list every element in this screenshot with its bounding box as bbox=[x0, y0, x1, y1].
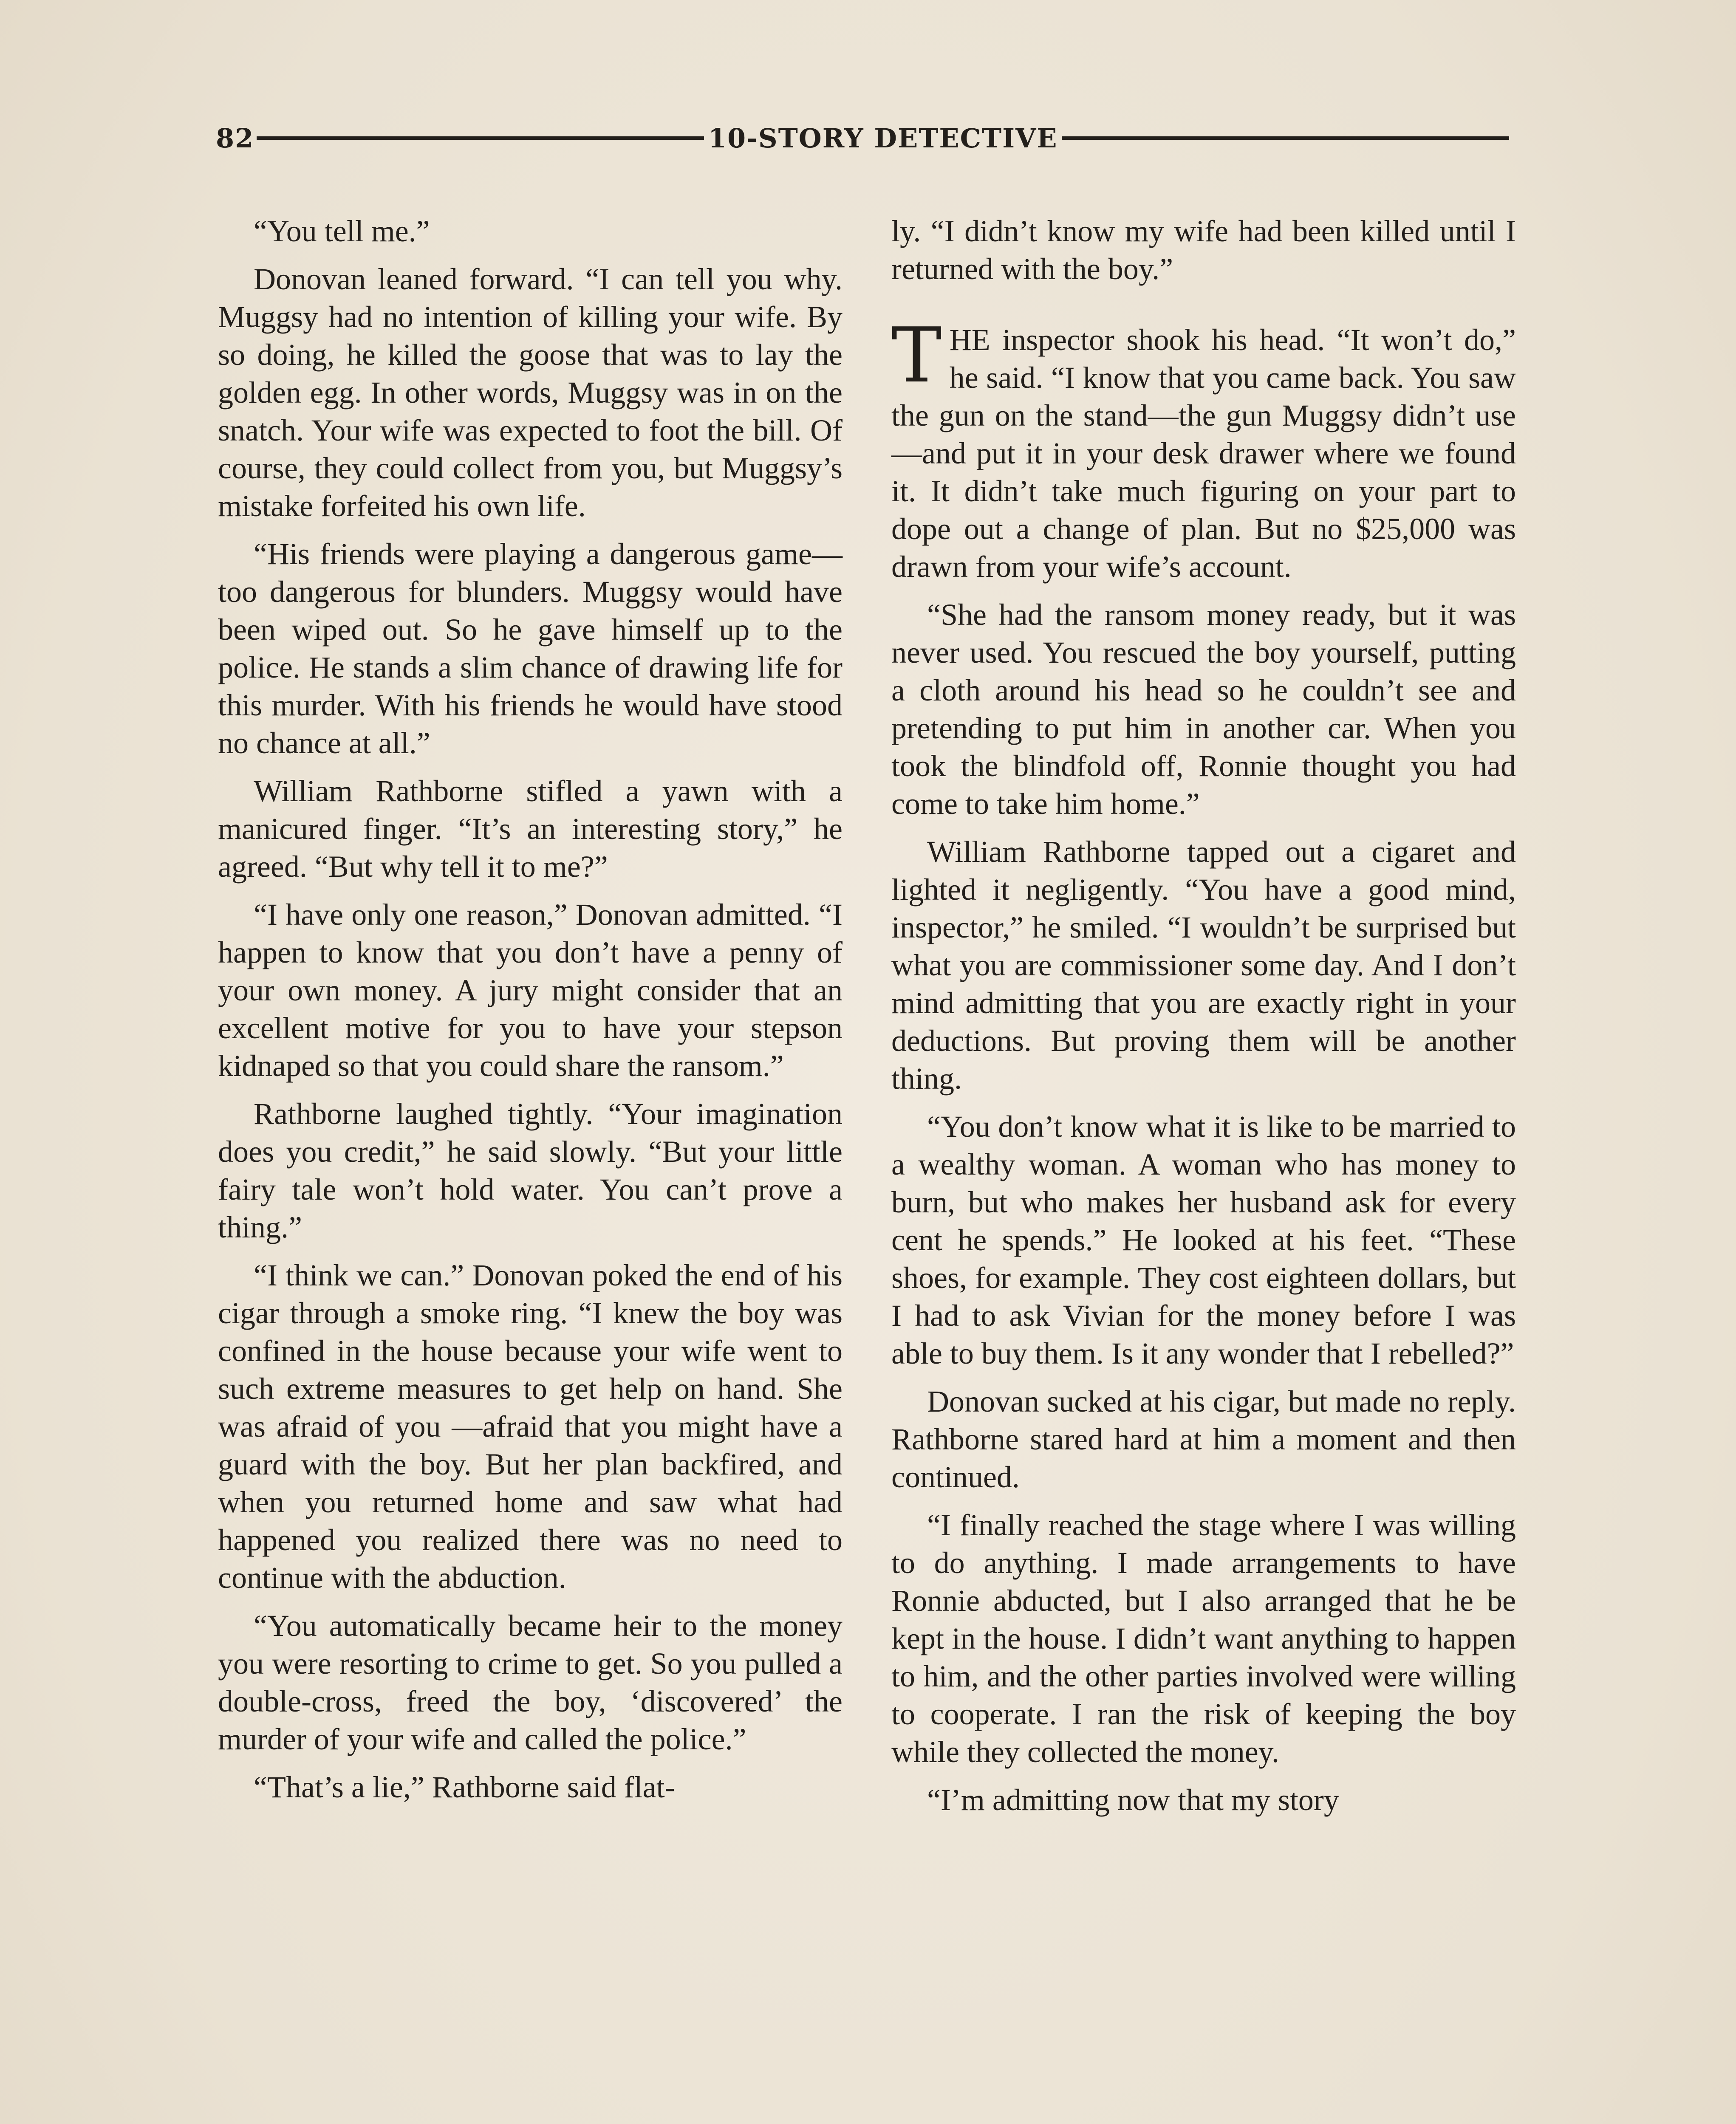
paragraph: “I finally reached the stage where I was willing to do anything. I made arrangements to have Ronnie abducted, but I also arranged that he be kept in the house. I didn’t want anything to happen to him, and the other parties involved were willing to cooperate. I ran the risk of keeping the boy while they collected the money. bbox=[891, 1508, 1516, 1769]
drop-cap: T bbox=[891, 311, 942, 399]
paragraph: Donovan leaned forward. “I can tell you why. Muggsy had no intention of killing your wife. By so doing, he killed the goose that was to lay the golden egg. In other words, Muggsy was in on the snatch. Your wife was expected to foot the bill. Of course, they could collect from you, but Muggsy’s mistake forfeited his own life. bbox=[218, 262, 843, 523]
paragraph: “His friends were playing a dangerous game—too dangerous for blunders. Muggsy would have been wiped out. So he gave himself up to the police. He stands a slim chance of drawing life for this murder. With his friends he would have stood no chance at all.” bbox=[218, 537, 843, 760]
paragraph: “You don’t know what it is like to be married to a wealthy woman. A woman who has money to burn, but who makes her husband ask for every cent he spends.” He looked at his feet. “These shoes, for example. They cost eighteen dollars, but I had to ask Vivian for the money before I was able to buy them. Is it any wonder that I rebelled?” bbox=[891, 1110, 1516, 1370]
left-column bbox=[218, 212, 843, 1816]
header-rule-left bbox=[257, 136, 704, 140]
paragraph: William Rathborne tapped out a cigaret and lighted it negligently. “You have a good mind, inspector,” he smiled. “I wouldn’t be surprised but what you are commissioner some day. And I don’t mind admitting that you are exactly right in your deductions. But proving them will be another thing. bbox=[891, 835, 1516, 1096]
magazine-title: 10-STORY DETECTIVE bbox=[708, 122, 1058, 154]
paragraph: “She had the ransom money ready, but it was never used. You rescued the boy yourself, putting a cloth around his head so he couldn’t see and pretending to put him in another car. When you took the blindfold off, Ronnie thought you had come to take him home.” bbox=[891, 598, 1516, 821]
running-header bbox=[216, 115, 1512, 161]
continuation-paragraph: ly. “I didn’t know my wife had been killed until I returned with the boy.” bbox=[891, 214, 1516, 286]
paragraph: “You automatically became heir to the money you were resorting to crime to get. So you pulled a double-cross, freed the boy, ‘discovered’ the murder of your wife and called the police.” bbox=[218, 1609, 843, 1756]
paragraph: Donovan sucked at his cigar, but made no reply. Rathborne stared hard at him a moment and then continued. bbox=[891, 1384, 1516, 1494]
paragraph: “I have only one reason,” Donovan admitted. “I happen to know that you don’t have a penny of your own money. A jury might consider that an excellent motive for you to have your stepson kidnaped so that you could share the ransom.” bbox=[218, 898, 843, 1083]
paragraph: “I think we can.” Donovan poked the end of his cigar through a smoke ring. “I knew the boy was confined in the house because your wife went to such extreme measures to get help on hand. She was afraid of you —afraid that you might have a guard with the boy. But her plan backfired, and when you returned home and saw what had happened you realized there was no need to continue with the abduction. bbox=[218, 1258, 843, 1595]
paragraph: William Rathborne stifled a yawn with a manicured finger. “It’s an interesting story,” he agreed. “But why tell it to me?” bbox=[218, 774, 843, 884]
section-opening-text: HE inspector shook his head. “It won’t do,” he said. “I know that you came back. You saw the gun on the stand—the gun Muggsy didn’t use —and put it in your desk drawer where we found it. It didn’t take much figuring on your part to dope out a change of plan. But no $25,000 was drawn from your wife’s account. bbox=[891, 323, 1516, 584]
paragraph: Rathborne laughed tightly. “Your imagination does you credit,” he said slowly. “But your little fairy tale won’t hold water. You can’t prove a thing.” bbox=[218, 1097, 843, 1244]
page-number: 82 bbox=[216, 122, 254, 154]
header-rule-right bbox=[1062, 136, 1509, 140]
paragraph: “I’m admitting now that my story bbox=[927, 1783, 1339, 1817]
section-opening-paragraph bbox=[891, 311, 1516, 586]
paragraph: “You tell me.” bbox=[254, 214, 430, 248]
paragraph: “That’s a lie,” Rathborne said flat- bbox=[254, 1770, 675, 1804]
right-column bbox=[891, 212, 1516, 1829]
